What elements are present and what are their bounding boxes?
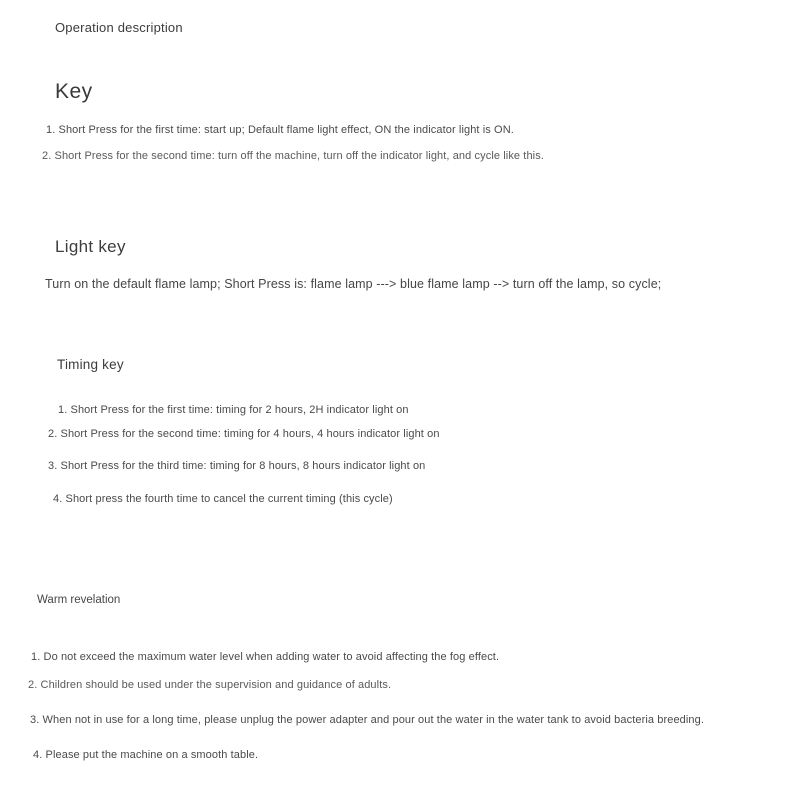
warm-note-3: 3. When not in use for a long time, please unplug the power adapter and pour out the water in the water tank to avoid bacteria breeding.: [30, 714, 705, 726]
key-instruction-1: 1. Short Press for the first time: start up; Default flame light effect, ON the indicator light is ON.: [46, 124, 514, 136]
page-title: Operation description: [55, 20, 183, 35]
section-heading-light-key: Light key: [55, 237, 126, 256]
warm-note-1: 1. Do not exceed the maximum water level when adding water to avoid affecting the fog effect.: [31, 651, 500, 663]
warm-note-2: 2. Children should be used under the supervision and guidance of adults.: [28, 679, 392, 691]
warm-note-4: 4. Please put the machine on a smooth table.: [33, 749, 259, 761]
key-instruction-2: 2. Short Press for the second time: turn off the machine, turn off the indicator light, and cycle like this.: [42, 150, 544, 162]
section-heading-timing-key: Timing key: [57, 357, 124, 372]
section-heading-key: Key: [55, 80, 93, 103]
timing-instruction-3: 3. Short Press for the third time: timing for 8 hours, 8 hours indicator light on: [48, 460, 426, 472]
timing-instruction-2: 2. Short Press for the second time: timing for 4 hours, 4 hours indicator light on: [48, 428, 440, 440]
timing-instruction-1: 1. Short Press for the first time: timing for 2 hours, 2H indicator light on: [58, 404, 409, 416]
timing-instruction-4: 4. Short press the fourth time to cancel the current timing (this cycle): [53, 493, 393, 505]
section-heading-warm-revelation: Warm revelation: [37, 594, 121, 606]
light-key-description: Turn on the default flame lamp; Short Press is: flame lamp ---> blue flame lamp --> turn off the lamp, so cycle;: [45, 277, 662, 291]
